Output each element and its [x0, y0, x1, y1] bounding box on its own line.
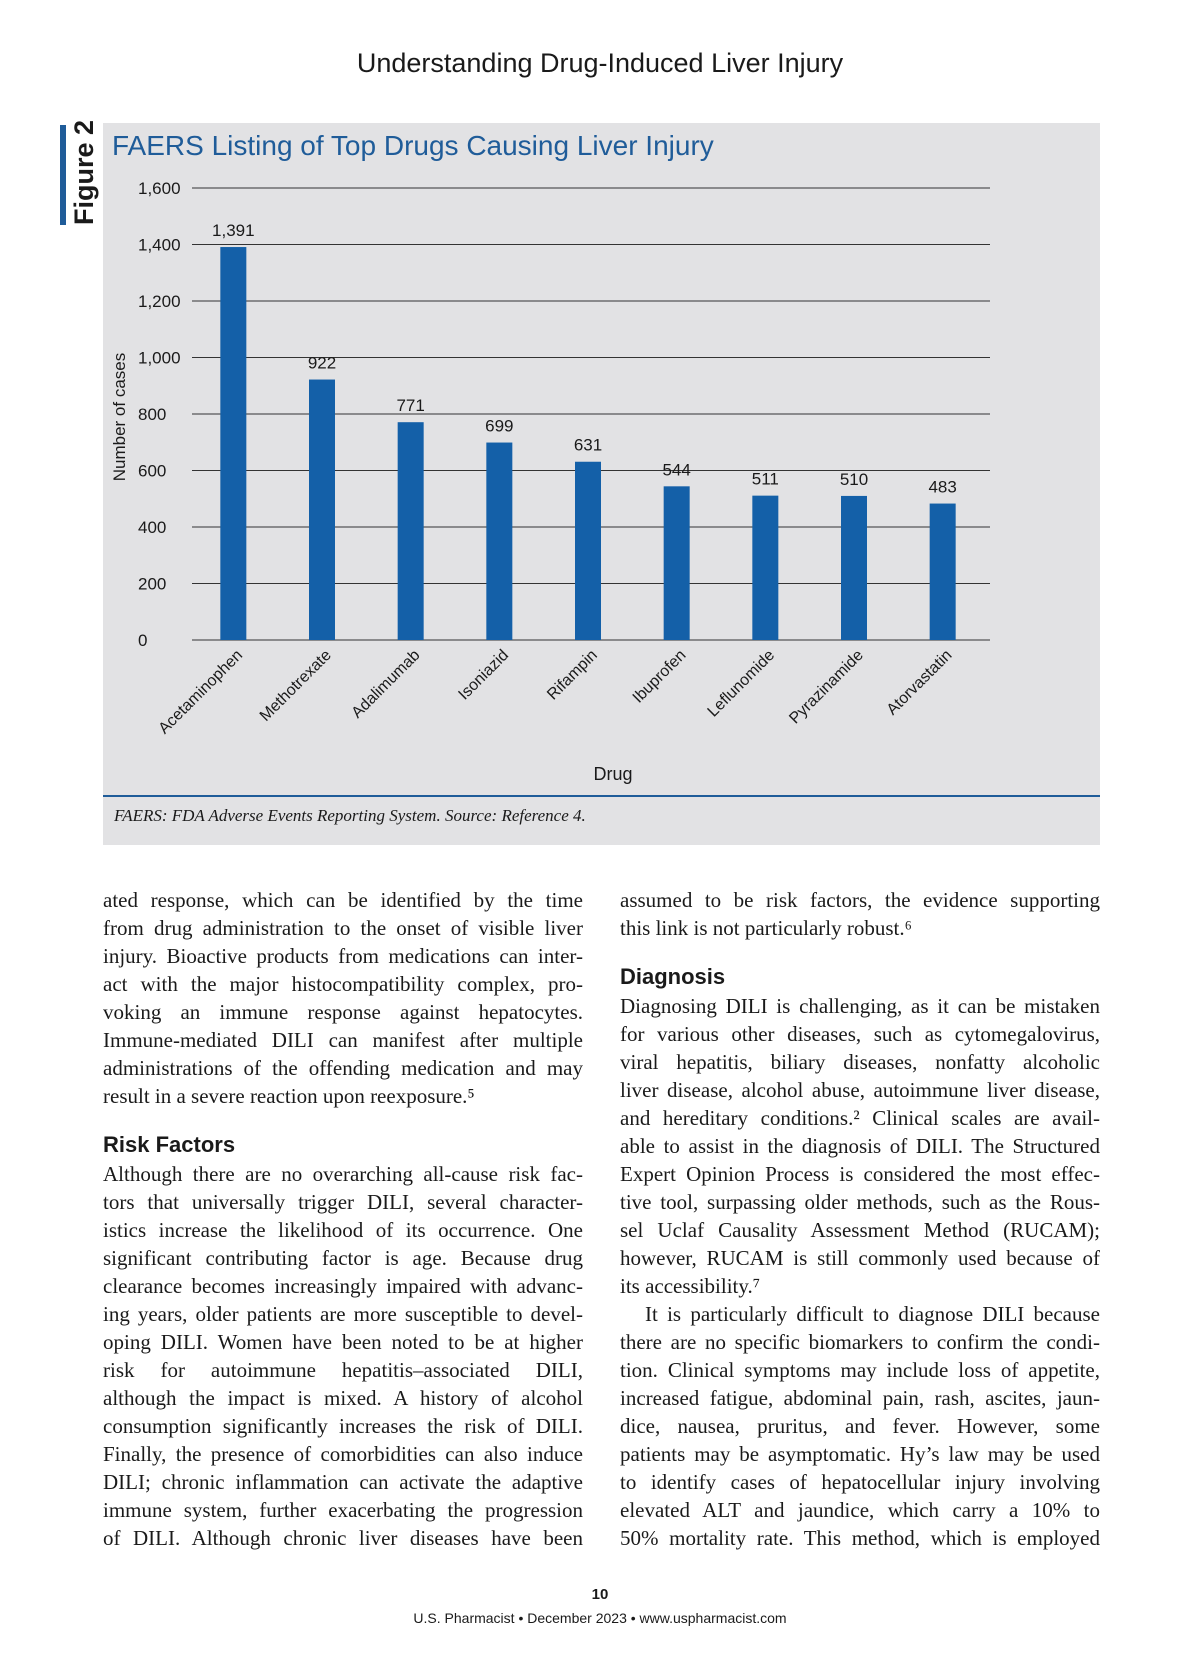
text-line: however, RUCAM is still commonly used because of [620, 1246, 1100, 1270]
text-line: consumption significantly increases the risk of DILI. [103, 1414, 583, 1438]
text-line: oping DILI. Women have been noted to be at higher [103, 1330, 583, 1354]
text-line: significant contributing factor is age. Because drug [103, 1246, 583, 1270]
text-line: although the impact is mixed. A history of alcohol [103, 1386, 583, 1410]
chart-y-axis-label: Number of cases [110, 352, 129, 482]
chart-x-tick-label: Methotrexate [256, 646, 335, 725]
chart-bar [398, 422, 424, 640]
chart-x-axis-label: Drug [593, 764, 633, 784]
chart-x-tick-label: Atorvastatin [883, 646, 956, 719]
left-paragraph-2 [103, 1160, 583, 1552]
page-number: 10 [591, 1586, 609, 1603]
text-line: 50% mortality rate. This method, which is employed [620, 1526, 1100, 1550]
text-line: tion. Clinical symptoms may include loss of appetite, [620, 1358, 1100, 1382]
chart-title: FAERS Listing of Top Drugs Causing Liver Injury [112, 130, 714, 161]
text-line: increased fatigue, abdominal pain, rash, ascites, jaun- [620, 1386, 1100, 1410]
chart-bar [752, 496, 778, 640]
running-head-title: Understanding Drug-Induced Liver Injury [356, 48, 844, 78]
chart-y-tick-label: 0 [138, 631, 148, 650]
chart-y-tick-label: 1,000 [138, 348, 181, 368]
text-line: viral hepatitis, biliary diseases, nonfatty alcoholic [620, 1050, 1100, 1074]
chart-value-label: 510 [839, 469, 869, 489]
text-line: liver disease, alcohol abuse, autoimmune liver disease, [620, 1078, 1100, 1102]
chart-x-tick-label: Acetaminophen [155, 646, 247, 738]
right-column [620, 886, 1100, 1552]
figure-divider [103, 795, 1100, 797]
text-line: of DILI. Although chronic liver diseases have been [103, 1526, 583, 1550]
chart-y-tick-label: 1,200 [138, 292, 181, 311]
text-line: Immune-mediated DILI can manifest after multiple [103, 1028, 583, 1052]
text-line: tors that universally trigger DILI, several character- [103, 1190, 583, 1214]
text-line: risk for autoimmune hepatitis–associated DILI, [103, 1358, 583, 1382]
text-line: its accessibility.⁷ [620, 1274, 761, 1298]
chart-value-label: 1,391 [212, 221, 255, 241]
chart-bar [486, 443, 512, 640]
text-line: for various other diseases, such as cytomegalovirus, [620, 1022, 1100, 1046]
figure-caption: FAERS: FDA Adverse Events Reporting System. Source: Reference 4. [114, 806, 586, 825]
chart-value-label: 922 [307, 353, 337, 373]
publication-footer: U.S. Pharmacist • December 2023 • www.uspharmacist.com [413, 1610, 787, 1626]
text-line: from drug administration to the onset of visible liver [103, 916, 583, 940]
figure-label: Figure 2 [69, 119, 99, 225]
chart-x-tick-label: Isoniazid [455, 646, 513, 704]
text-line: Diagnosing DILI is challenging, as it can be mistaken [620, 994, 1100, 1018]
chart-y-tick-label: 200 [138, 574, 167, 594]
figure-tab-marker [60, 125, 66, 225]
text-line: patients may be asymptomatic. Hy’s law may be used [620, 1442, 1100, 1466]
text-line: Expert Opinion Process is considered the most effec- [620, 1162, 1100, 1186]
chart-value-label: 699 [485, 416, 514, 436]
text-line: assumed to be risk factors, the evidence supporting [620, 888, 1100, 912]
text-line: there are no specific biomarkers to confirm the condi- [620, 1330, 1100, 1354]
chart-x-tick-label: Pyrazinamide [786, 646, 867, 728]
chart-y-tick-label: 1,400 [138, 235, 181, 255]
text-line: immune system, further exacerbating the progression [103, 1498, 583, 1522]
chart-y-tick-label: 600 [138, 461, 167, 481]
chart-y-tick-label: 800 [138, 405, 167, 424]
risk-factors-heading: Risk Factors [103, 1132, 236, 1157]
text-line: ing years, older patients are more susceptible to devel- [103, 1302, 583, 1326]
chart-y-ticks [138, 180, 181, 650]
chart-x-tick-label: Ibuprofen [629, 646, 690, 707]
text-line: able to assist in the diagnosis of DILI. The Structured [620, 1134, 1100, 1158]
chart-bar [664, 486, 690, 640]
chart-bar [841, 496, 867, 640]
diagnosis-heading: Diagnosis [620, 964, 726, 989]
chart-value-label: 511 [751, 469, 779, 489]
text-line: administrations of the offending medication and may [103, 1056, 583, 1080]
text-line: to identify cases of hepatocellular injury involving [620, 1470, 1100, 1494]
chart-x-ticks [156, 647, 956, 738]
chart-y-tick-label: 400 [138, 518, 167, 537]
text-line: injury. Bioactive products from medications can inter- [103, 944, 583, 968]
left-column [103, 886, 583, 1552]
right-paragraph-1 [620, 886, 1100, 942]
text-line: clearance becomes increasingly impaired with advanc- [103, 1274, 583, 1298]
chart-x-tick-label: Leflunomide [704, 646, 779, 721]
chart-bar [930, 504, 956, 640]
text-line: act with the major histocompatibility complex, pro- [103, 972, 583, 996]
text-line: istics increase the likelihood of its occurrence. One [103, 1218, 583, 1242]
text-line: elevated ALT and jaundice, which carry a 10% to [620, 1498, 1100, 1522]
chart-bar [220, 247, 246, 640]
text-line: Finally, the presence of comorbidities can also induce [103, 1442, 583, 1466]
text-line: this link is not particularly robust.⁶ [620, 916, 912, 940]
chart-x-tick-label: Adalimumab [348, 646, 424, 722]
right-paragraph-3 [620, 1300, 1100, 1552]
text-line: dice, nausea, pruritus, and fever. However, some [620, 1414, 1100, 1438]
chart-bar [575, 462, 601, 640]
chart-y-tick-label: 1,600 [138, 180, 181, 198]
bar-chart [103, 180, 1100, 795]
chart-value-label: 771 [396, 396, 425, 416]
text-line: tive tool, surpassing older methods, such as the Rous- [620, 1190, 1100, 1214]
text-line: DILI; chronic inflammation can activate the adaptive [103, 1470, 583, 1494]
chart-bar [309, 380, 335, 640]
chart-x-tick-label: Rifampin [544, 646, 601, 704]
chart-value-label: 544 [662, 460, 691, 480]
chart-value-label: 483 [928, 477, 957, 497]
text-line: It is particularly difficult to diagnose DILI because [645, 1302, 1100, 1326]
text-line: and hereditary conditions.² Clinical scales are avail- [620, 1106, 1100, 1130]
text-line: ated response, which can be identified by the time [103, 888, 583, 912]
text-line: result in a severe reaction upon reexposure.⁵ [103, 1084, 475, 1108]
text-line: Although there are no overarching all-cause risk fac- [103, 1162, 583, 1186]
text-line: sel Uclaf Causality Assessment Method (RUCAM); [620, 1218, 1100, 1242]
right-paragraph-2 [620, 992, 1100, 1300]
text-line: voking an immune response against hepatocytes. [103, 1000, 583, 1024]
chart-value-label: 631 [573, 435, 603, 455]
left-paragraph-1 [103, 886, 583, 1110]
